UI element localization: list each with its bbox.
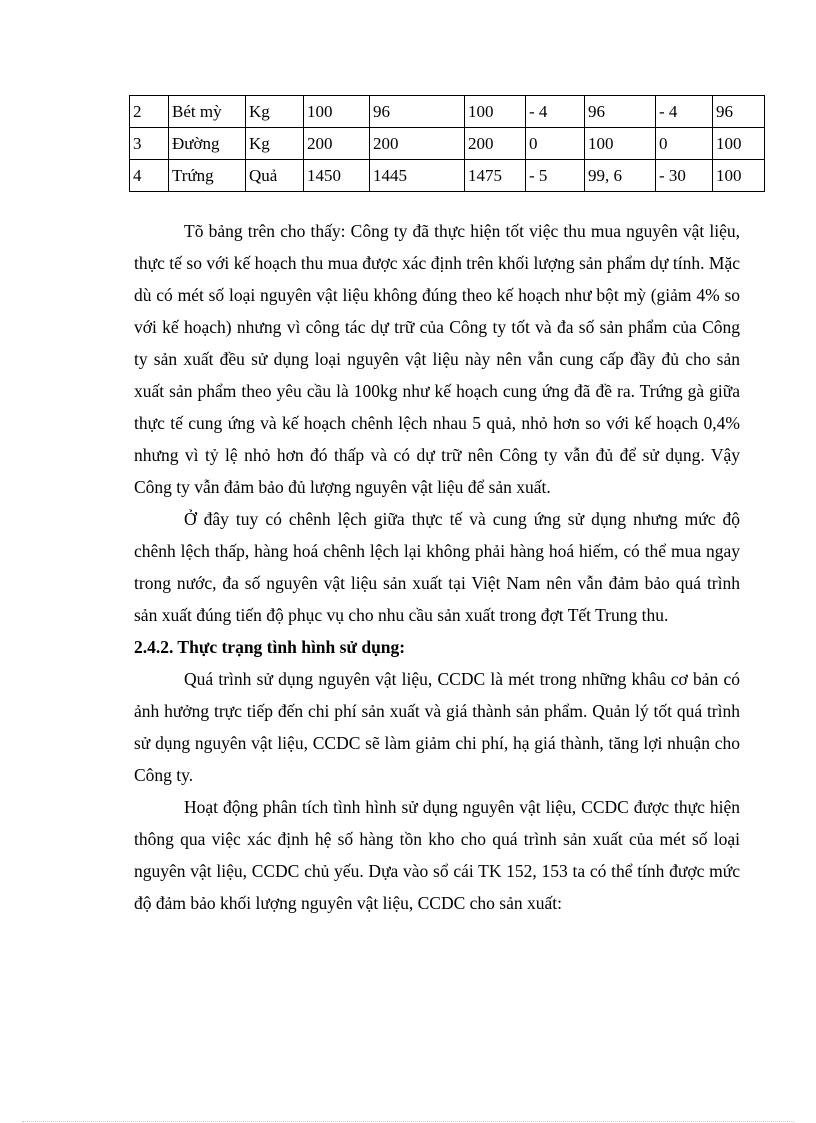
table-cell: 100 xyxy=(304,96,370,128)
table-row xyxy=(130,128,765,160)
table-row xyxy=(130,96,765,128)
table-cell: Kg xyxy=(246,128,304,160)
table-cell: 200 xyxy=(304,128,370,160)
table-cell: Trứng xyxy=(169,160,246,192)
table-cell: 100 xyxy=(585,128,656,160)
table-cell: - 5 xyxy=(526,160,585,192)
table-cell: 0 xyxy=(526,128,585,160)
table-cell: 200 xyxy=(370,128,465,160)
table-cell: 100 xyxy=(465,96,526,128)
table-cell: 200 xyxy=(465,128,526,160)
paragraph-usage-process: Quá trình sử dụng nguyên vật liệu, CCDC là mét trong những khâu cơ bản có ảnh hưởng trực tiếp đến chi phí sản xuất và giá thành sản phẩm. Quản lý tốt quá trình sử dụng nguyên vật liệu, CCDC sẽ làm giảm chi phí, hạ giá thành, tăng lợi nhuận cho Công ty. xyxy=(134,669,740,785)
paragraph-usage-analysis: Hoạt động phân tích tình hình sử dụng nguyên vật liệu, CCDC được thực hiện thông qua việc xác định hệ số hàng tồn kho cho quá trình sản xuất của mét số loại nguyên vật liệu, CCDC chủ yếu. Dựa vào sổ cái TK 152, 153 ta có thể tính được mức độ đảm bảo khối lượng nguyên vật liệu, CCDC cho sản xuất: xyxy=(134,797,740,913)
body-text xyxy=(134,215,740,919)
table-cell: 3 xyxy=(130,128,169,160)
table-cell: 1475 xyxy=(465,160,526,192)
table-cell: 1450 xyxy=(304,160,370,192)
table-cell: 99, 6 xyxy=(585,160,656,192)
table-cell: Đường xyxy=(169,128,246,160)
section-heading: 2.4.2. Thực trạng tình hình sử dụng: xyxy=(134,637,406,657)
table-cell: 0 xyxy=(656,128,713,160)
table-cell: - 4 xyxy=(656,96,713,128)
table-cell: 4 xyxy=(130,160,169,192)
table-cell: 96 xyxy=(713,96,765,128)
paragraph-analysis: Tõ bảng trên cho thấy: Công ty đã thực hiện tốt việc thu mua nguyên vật liệu, thực tế so với kế hoạch thu mua được xác định trên khối lượng sản phẩm dự tính. Mặc dù có mét số loại nguyên vật liệu không đúng theo kế hoạch như bột mỳ (giảm 4% so với kế hoạch) nhưng vì công tác dự trữ của Công ty tốt và đa số sản phẩm của Công ty sản xuất đều sử dụng loại nguyên vật liệu này nên vẫn cung cấp đầy đủ cho sản xuất sản phẩm theo yêu cầu là 100kg như kế hoạch cung ứng đã đề ra. Trứng gà giữa thực tế cung ứng và kế hoạch chênh lệch nhau 5 quả, nhỏ hơn so với kế hoạch 0,4% nhưng vì tỷ lệ nhỏ hơn đó thấp và có dự trữ nên Công ty vẫn đủ để sử dụng. Vậy Công ty vẫn đảm bảo đủ lượng nguyên vật liệu để sản xuất. xyxy=(134,221,740,497)
table-cell: - 30 xyxy=(656,160,713,192)
page-bottom-divider xyxy=(22,1121,794,1122)
table-cell: - 4 xyxy=(526,96,585,128)
table-cell: Kg xyxy=(246,96,304,128)
table-cell: 100 xyxy=(713,128,765,160)
table-cell: 96 xyxy=(370,96,465,128)
table-row xyxy=(130,160,765,192)
table-cell: Bét mỳ xyxy=(169,96,246,128)
table-cell: Quả xyxy=(246,160,304,192)
paragraph-difference: Ở đây tuy có chênh lệch giữa thực tế và cung ứng sử dụng nhưng mức độ chênh lệch thấp, hàng hoá chênh lệch lại không phải hàng hoá hiếm, có thể mua ngay trong nước, đa số nguyên vật liệu sản xuất tại Việt Nam nên vẫn đảm bảo quá trình sản xuất đúng tiến độ phục vụ cho nhu cầu sản xuất trong đợt Tết Trung thu. xyxy=(134,509,740,625)
table-cell: 2 xyxy=(130,96,169,128)
materials-table xyxy=(129,95,765,192)
table-cell: 100 xyxy=(713,160,765,192)
table-cell: 1445 xyxy=(370,160,465,192)
table-cell: 96 xyxy=(585,96,656,128)
